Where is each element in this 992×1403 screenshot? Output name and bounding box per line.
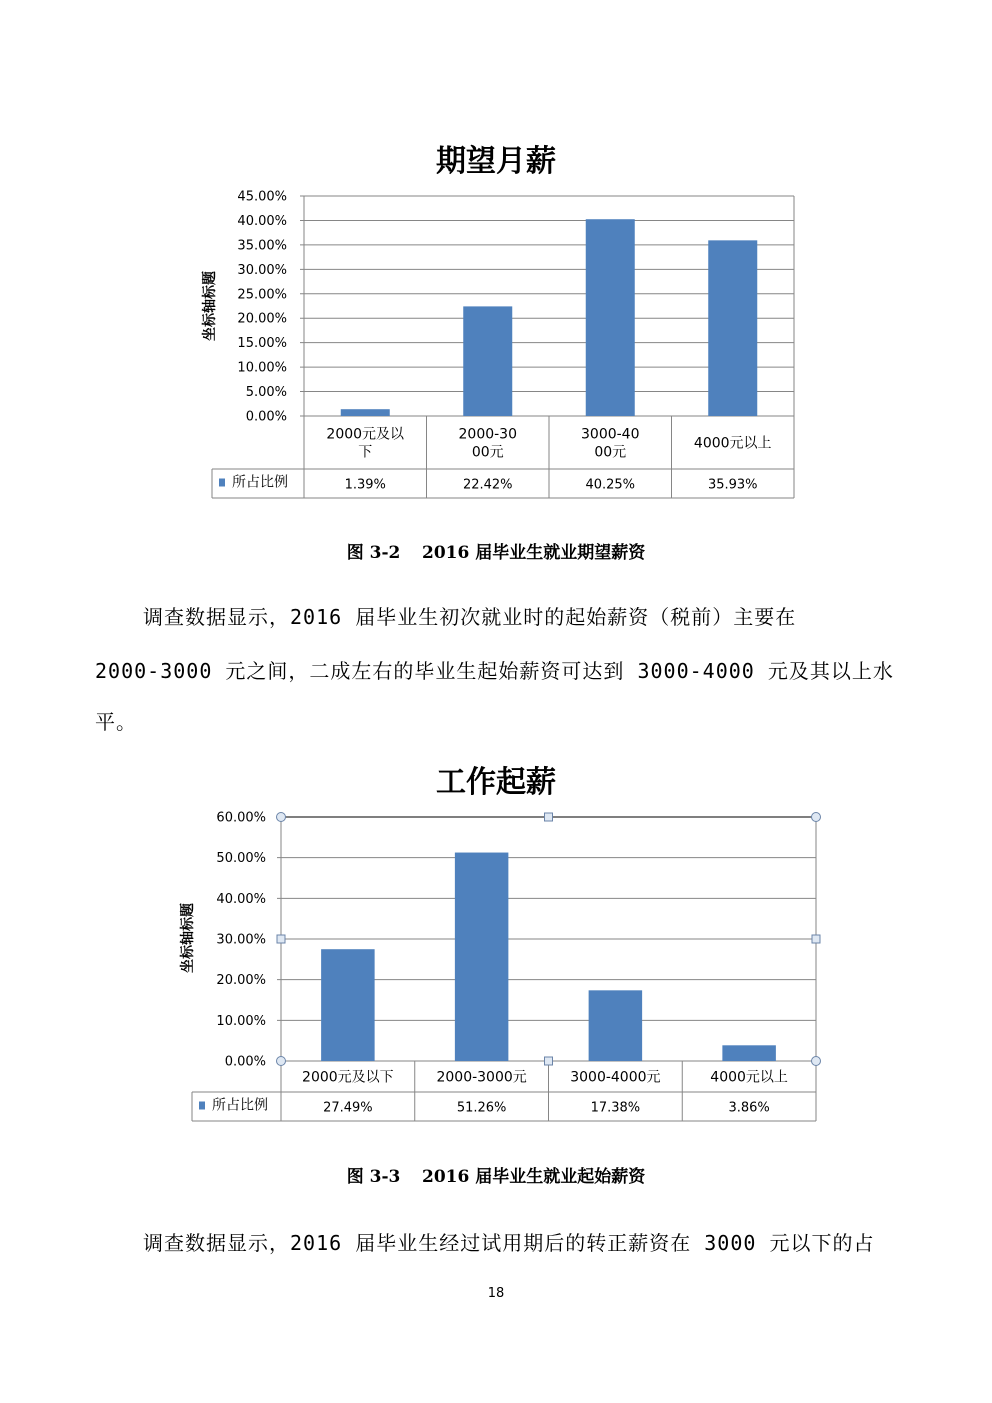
chart2-side-handle <box>812 935 820 943</box>
chart2-side-handle <box>545 813 553 821</box>
chart1-title: 期望月薪 <box>436 144 556 179</box>
chart1-legend-label: 所占比例 <box>232 474 288 491</box>
figure2-caption <box>0 1162 992 1187</box>
paragraph-2-line-1: 调查数据显示，2016 届毕业生经过试用期后的转正薪资在 3000 元以下的占 <box>143 1231 875 1255</box>
chart1-y-tick-label: 10.00% <box>237 360 287 376</box>
chart1-y-tick-label: 30.00% <box>237 262 287 278</box>
chart1-y-tick-label: 5.00% <box>245 385 287 401</box>
chart2-y-tick-label: 20.00% <box>216 973 266 989</box>
chart1-value-label: 22.42% <box>462 477 513 493</box>
chart1-value-label: 1.39% <box>344 477 386 493</box>
chart2-y-tick-label: 10.00% <box>216 1013 266 1029</box>
chart2-category-label: 3000-4000元 <box>570 1069 661 1086</box>
chart1-y-tick-label: 0.00% <box>245 409 287 425</box>
chart2-y-tick-label: 60.00% <box>216 810 266 826</box>
chart2-side-handle <box>545 1057 553 1065</box>
chart1-y-tick-label: 25.00% <box>237 287 287 303</box>
chart1-category-label: 4000元以上 <box>693 435 772 452</box>
figure2-caption-label: 图 3-3 <box>346 1167 401 1187</box>
chart1-y-tick-label: 15.00% <box>237 336 287 352</box>
chart1-category-label: 3000-40 00元 <box>581 426 640 461</box>
chart2-y-tick-label: 50.00% <box>216 851 266 867</box>
chart2-bar <box>455 853 509 1061</box>
chart1-y-tick-label: 45.00% <box>237 189 287 205</box>
chart2-category-label: 2000元及以下 <box>302 1069 394 1086</box>
paragraph-1-line-1: 调查数据显示，2016 届毕业生初次就业时的起始薪资（税前）主要在 <box>143 605 797 629</box>
chart2-bar <box>321 949 375 1061</box>
chart1-category-label: 2000-30 00元 <box>458 426 517 461</box>
chart1-value-label: 40.25% <box>585 477 636 493</box>
paragraph-1-line-2: 2000-3000 元之间，二成左右的毕业生起始薪资可达到 3000-4000 元及其以上水 <box>95 659 894 683</box>
chart2-y-axis-title: 坐标轴标题 <box>180 903 196 973</box>
chart1-y-axis-title: 坐标轴标题 <box>202 271 218 341</box>
chart2-y-tick-label: 30.00% <box>216 932 266 948</box>
chart2-category-label: 4000元以上 <box>710 1069 788 1086</box>
chart2-value-label: 3.86% <box>728 1100 770 1116</box>
chart2-value-label: 51.26% <box>456 1100 507 1116</box>
chart2-bar <box>589 990 643 1061</box>
chart2-legend-key <box>199 1102 205 1110</box>
chart2-category-label: 2000-3000元 <box>436 1069 527 1086</box>
chart2-corner-handle <box>277 813 286 822</box>
chart2-legend-label: 所占比例 <box>212 1097 268 1114</box>
figure1-caption-label: 图 3-2 <box>346 543 401 563</box>
chart1-y-tick-label: 20.00% <box>237 311 287 327</box>
chart2-value-label: 27.49% <box>323 1100 373 1116</box>
chart1-y-tick-label: 35.00% <box>237 238 287 254</box>
figure2-caption-text: 2016 届毕业生就业起始薪资 <box>422 1167 646 1187</box>
chart1-y-tick-label: 40.00% <box>237 213 287 229</box>
chart2-corner-handle <box>812 813 821 822</box>
chart2-y-tick-label: 0.00% <box>224 1054 266 1070</box>
chart1-category-label: 2000元及以下 <box>326 426 405 461</box>
chart2-title: 工作起薪 <box>436 765 556 800</box>
chart2-y-tick-label: 40.00% <box>216 891 266 907</box>
chart2-bar <box>722 1045 776 1061</box>
figure1-caption-text: 2016 届毕业生就业期望薪资 <box>422 543 646 563</box>
chart1-value-label: 35.93% <box>707 477 758 493</box>
paragraph-1-line-3: 平。 <box>95 710 137 734</box>
page-number: 18 <box>487 1286 505 1301</box>
chart2-value-label: 17.38% <box>590 1100 641 1116</box>
chart2-side-handle <box>277 935 285 943</box>
chart2-corner-handle <box>812 1057 821 1066</box>
chart2-corner-handle <box>277 1057 286 1066</box>
